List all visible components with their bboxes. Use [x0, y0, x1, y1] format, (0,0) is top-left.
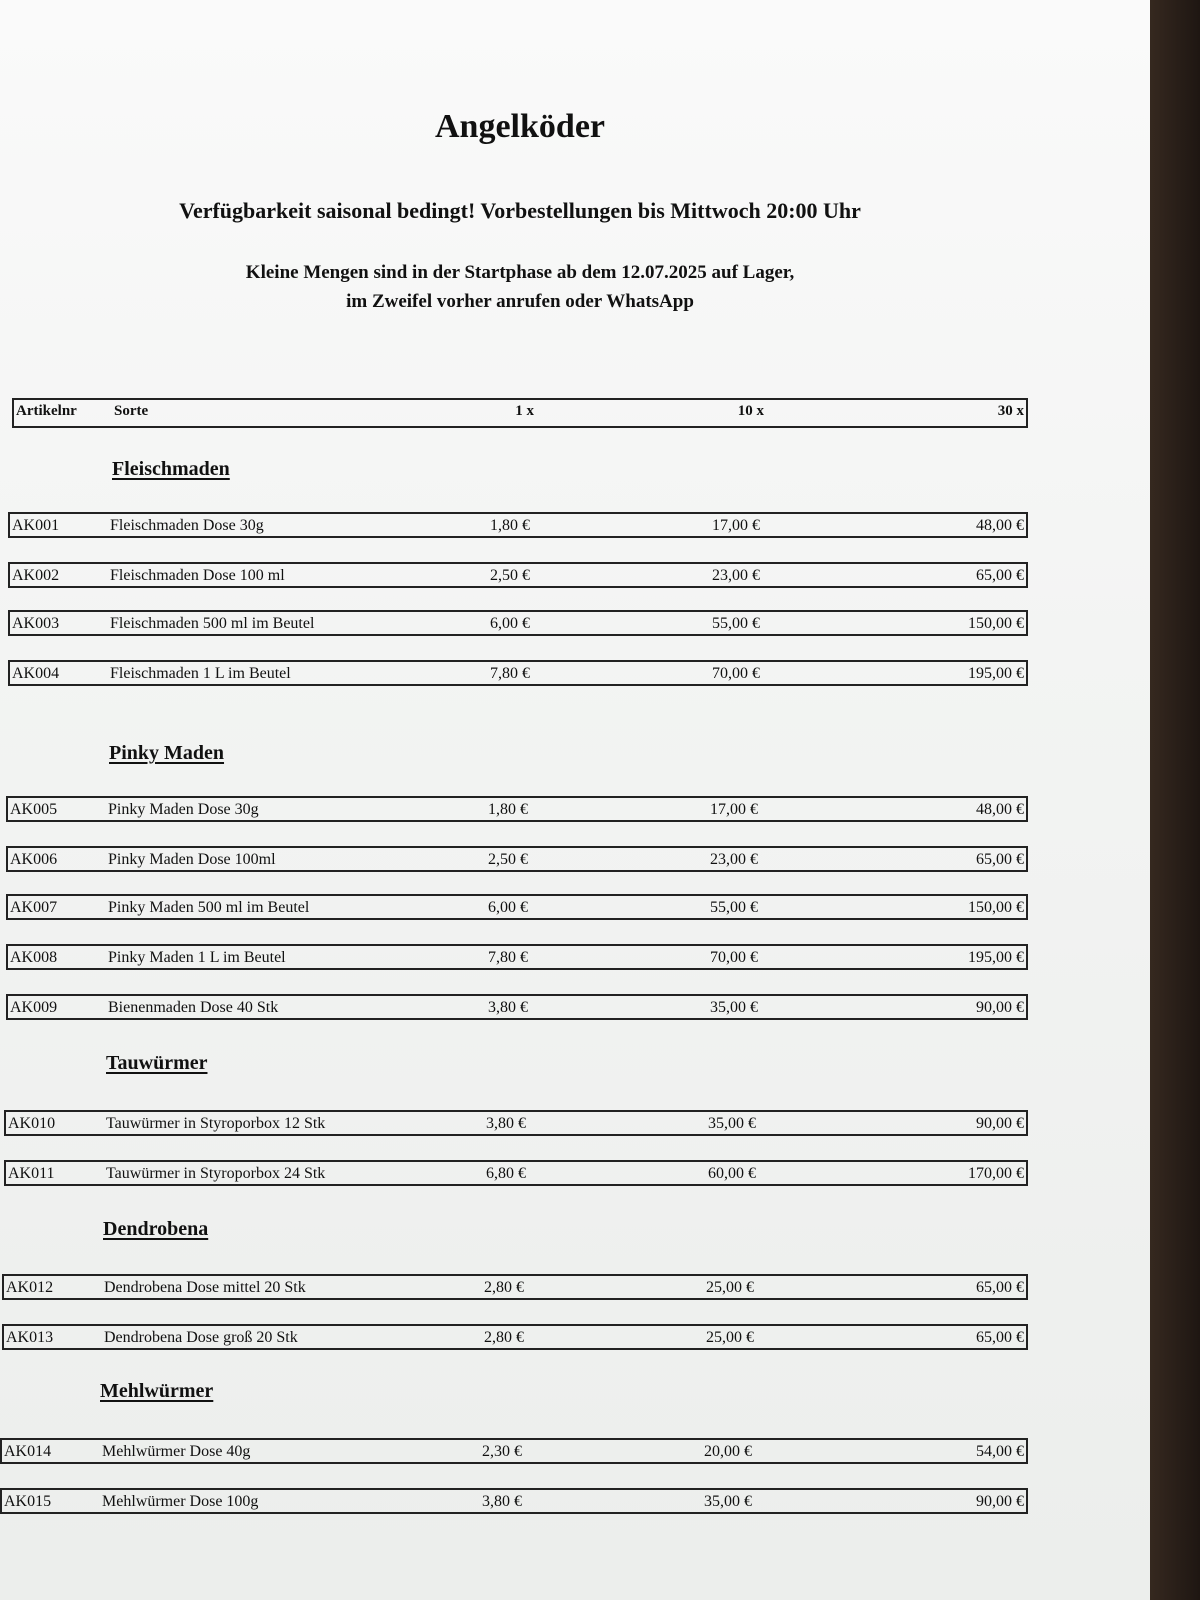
price-10x: 17,00 €	[712, 517, 760, 534]
product-name: Tauwürmer in Styroporbox 12 Stk	[106, 1115, 326, 1132]
article-number: AK002	[12, 567, 60, 584]
price-10x: 55,00 €	[710, 899, 758, 916]
product-name: Bienenmaden Dose 40 Stk	[108, 999, 279, 1016]
price-10x: 35,00 €	[708, 1115, 756, 1132]
product-name: Pinky Maden 1 L im Beutel	[108, 949, 286, 966]
table-row	[6, 894, 1028, 920]
price-1x: 1,80 €	[490, 517, 530, 534]
product-name: Dendrobena Dose groß 20 Stk	[104, 1329, 298, 1346]
table-row	[8, 660, 1028, 686]
price-1x: 3,80 €	[482, 1493, 522, 1510]
section-heading: Mehlwürmer	[100, 1380, 214, 1402]
price-30x: 150,00 €	[968, 899, 1024, 916]
article-number: AK009	[10, 999, 58, 1016]
article-number: AK015	[4, 1493, 52, 1510]
price-1x: 7,80 €	[488, 949, 528, 966]
price-30x: 65,00 €	[976, 1279, 1024, 1296]
table-row	[8, 562, 1028, 588]
article-number: AK001	[12, 517, 60, 534]
price-10x: 35,00 €	[710, 999, 758, 1016]
price-10x: 60,00 €	[708, 1165, 756, 1182]
price-1x: 2,30 €	[482, 1443, 522, 1460]
price-1x: 2,50 €	[488, 851, 528, 868]
price-30x: 170,00 €	[968, 1165, 1024, 1182]
section-heading: Pinky Maden	[109, 742, 225, 764]
stock-info-line-1: Kleine Mengen sind in der Startphase ab dem 12.07.2025 auf Lager,	[245, 262, 795, 283]
price-30x: 195,00 €	[968, 949, 1024, 966]
header-artikelnr: Artikelnr	[16, 403, 77, 419]
price-30x: 65,00 €	[976, 851, 1024, 868]
article-number: AK012	[6, 1279, 54, 1296]
price-30x: 150,00 €	[968, 615, 1024, 632]
product-name: Fleischmaden 1 L im Beutel	[110, 665, 291, 682]
price-1x: 2,80 €	[484, 1279, 524, 1296]
table-row	[6, 994, 1028, 1020]
price-10x: 17,00 €	[710, 801, 758, 818]
article-number: AK014	[4, 1443, 52, 1460]
article-number: AK003	[12, 615, 60, 632]
table-row	[2, 1274, 1028, 1300]
product-name: Pinky Maden Dose 100ml	[108, 851, 276, 868]
stock-info-line-2: im Zweifel vorher anrufen oder WhatsApp	[346, 291, 694, 312]
table-row	[2, 1324, 1028, 1350]
header-sorte: Sorte	[114, 403, 149, 419]
product-name: Pinky Maden Dose 30g	[108, 801, 259, 818]
price-1x: 6,00 €	[488, 899, 528, 916]
price-30x: 54,00 €	[976, 1443, 1024, 1460]
price-10x: 55,00 €	[712, 615, 760, 632]
price-1x: 6,80 €	[486, 1165, 526, 1182]
price-30x: 65,00 €	[976, 1329, 1024, 1346]
price-10x: 20,00 €	[704, 1443, 752, 1460]
header-price-1x: 1 x	[515, 403, 534, 419]
product-name: Fleischmaden Dose 100 ml	[110, 567, 285, 584]
table-header	[12, 398, 1028, 428]
section-heading: Fleischmaden	[112, 458, 230, 480]
section-heading: Dendrobena	[103, 1218, 209, 1240]
price-30x: 90,00 €	[976, 1493, 1024, 1510]
price-30x: 195,00 €	[968, 665, 1024, 682]
article-number: AK011	[8, 1165, 55, 1182]
product-name: Tauwürmer in Styroporbox 24 Stk	[106, 1165, 326, 1182]
price-10x: 23,00 €	[712, 567, 760, 584]
table-row	[8, 512, 1028, 538]
table-row	[4, 1110, 1028, 1136]
table-row	[0, 1488, 1028, 1514]
table-row	[6, 846, 1028, 872]
product-name: Dendrobena Dose mittel 20 Stk	[104, 1279, 306, 1296]
product-name: Fleischmaden Dose 30g	[110, 517, 264, 534]
price-30x: 90,00 €	[976, 999, 1024, 1016]
product-name: Fleischmaden 500 ml im Beutel	[110, 615, 315, 632]
price-30x: 48,00 €	[976, 517, 1024, 534]
table-row	[8, 610, 1028, 636]
price-1x: 6,00 €	[490, 615, 530, 632]
price-10x: 23,00 €	[710, 851, 758, 868]
article-number: AK006	[10, 851, 58, 868]
header-price-10x: 10 x	[737, 403, 764, 419]
price-10x: 70,00 €	[710, 949, 758, 966]
article-number: AK005	[10, 801, 58, 818]
article-number: AK007	[10, 899, 58, 916]
article-number: AK008	[10, 949, 58, 966]
product-name: Mehlwürmer Dose 40g	[102, 1443, 251, 1460]
price-30x: 90,00 €	[976, 1115, 1024, 1132]
article-number: AK004	[12, 665, 60, 682]
table-row	[4, 1160, 1028, 1186]
price-1x: 3,80 €	[486, 1115, 526, 1132]
price-1x: 2,50 €	[490, 567, 530, 584]
price-1x: 7,80 €	[490, 665, 530, 682]
product-name: Pinky Maden 500 ml im Beutel	[108, 899, 310, 916]
price-10x: 25,00 €	[706, 1329, 754, 1346]
table-row	[0, 1438, 1028, 1464]
price-10x: 25,00 €	[706, 1279, 754, 1296]
product-name: Mehlwürmer Dose 100g	[102, 1493, 259, 1510]
price-10x: 70,00 €	[712, 665, 760, 682]
section-heading: Tauwürmer	[106, 1052, 208, 1074]
page-title: Angelköder	[435, 108, 605, 145]
article-number: AK013	[6, 1329, 54, 1346]
price-30x: 65,00 €	[976, 567, 1024, 584]
table-row	[6, 796, 1028, 822]
price-10x: 35,00 €	[704, 1493, 752, 1510]
price-1x: 2,80 €	[484, 1329, 524, 1346]
header-price-30x: 30 x	[997, 403, 1024, 419]
table-row	[6, 944, 1028, 970]
article-number: AK010	[8, 1115, 56, 1132]
price-30x: 48,00 €	[976, 801, 1024, 818]
availability-notice: Verfügbarkeit saisonal bedingt! Vorbestellungen bis Mittwoch 20:00 Uhr	[179, 198, 861, 223]
price-1x: 3,80 €	[488, 999, 528, 1016]
price-1x: 1,80 €	[488, 801, 528, 818]
